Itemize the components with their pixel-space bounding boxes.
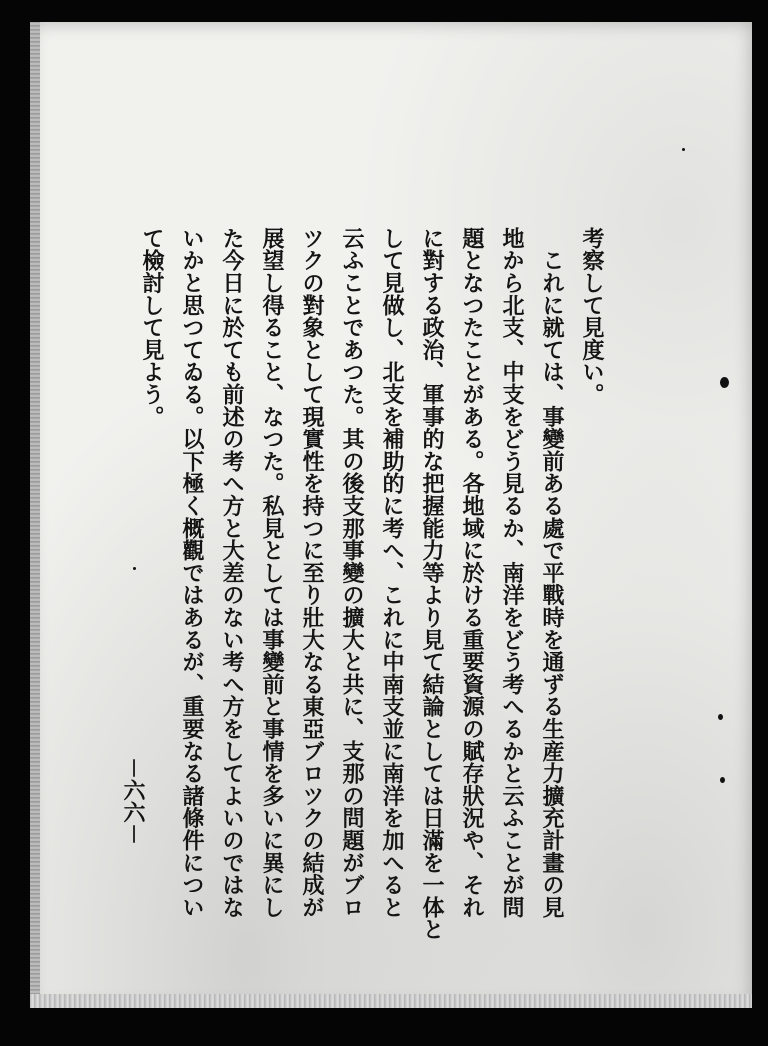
body-text xyxy=(132,227,612,947)
text-line: 地から北支、中支をどう見るか、南洋をどう考へるかと云ふことが問 xyxy=(499,227,525,919)
text-line: 展望し得ること、なつた。私見としては事變前と事情を多いに異にし xyxy=(259,227,285,919)
page-left-edge xyxy=(30,22,40,1008)
ink-speck xyxy=(718,714,723,720)
text-line: 題となつたことがある。各地域に於ける重要資源の賦存狀況や、それ xyxy=(459,227,485,919)
ink-speck xyxy=(720,377,729,388)
paper-sheet xyxy=(30,22,752,1008)
text-line: た今日に於ても前述の考へ方と大差のない考へ方をしてよいのではな xyxy=(219,227,245,919)
ink-speck xyxy=(133,567,136,570)
text-line: ツクの對象として現實性を持つに至り壯大なる東亞ブロツクの結成が xyxy=(299,227,325,919)
text-line: これに就ては、事變前ある處で平戰時を通ずる生産力擴充計畫の見 xyxy=(539,227,565,919)
text-line: 考察して見度い。 xyxy=(579,227,605,406)
text-line: て檢討して見よう。 xyxy=(139,227,165,428)
text-line: いかと思つてゐる。以下極く概觀ではあるが、重要なる諸條件につい xyxy=(179,227,205,919)
page-number: －六六－ xyxy=(120,757,146,846)
text-line: 云ふことであつた。其の後支那事變の擴大と共に、支那の問題がブロ xyxy=(339,227,365,919)
text-line: して見做し、北支を補助的に考へ、これに中南支並に南洋を加へると xyxy=(379,227,405,919)
ink-speck xyxy=(682,148,685,151)
page-bottom-edge xyxy=(30,994,752,1008)
ink-speck xyxy=(720,777,725,783)
text-line: に對する政治、軍事的な把握能力等より見て結論としては日滿を一体と xyxy=(419,227,445,941)
